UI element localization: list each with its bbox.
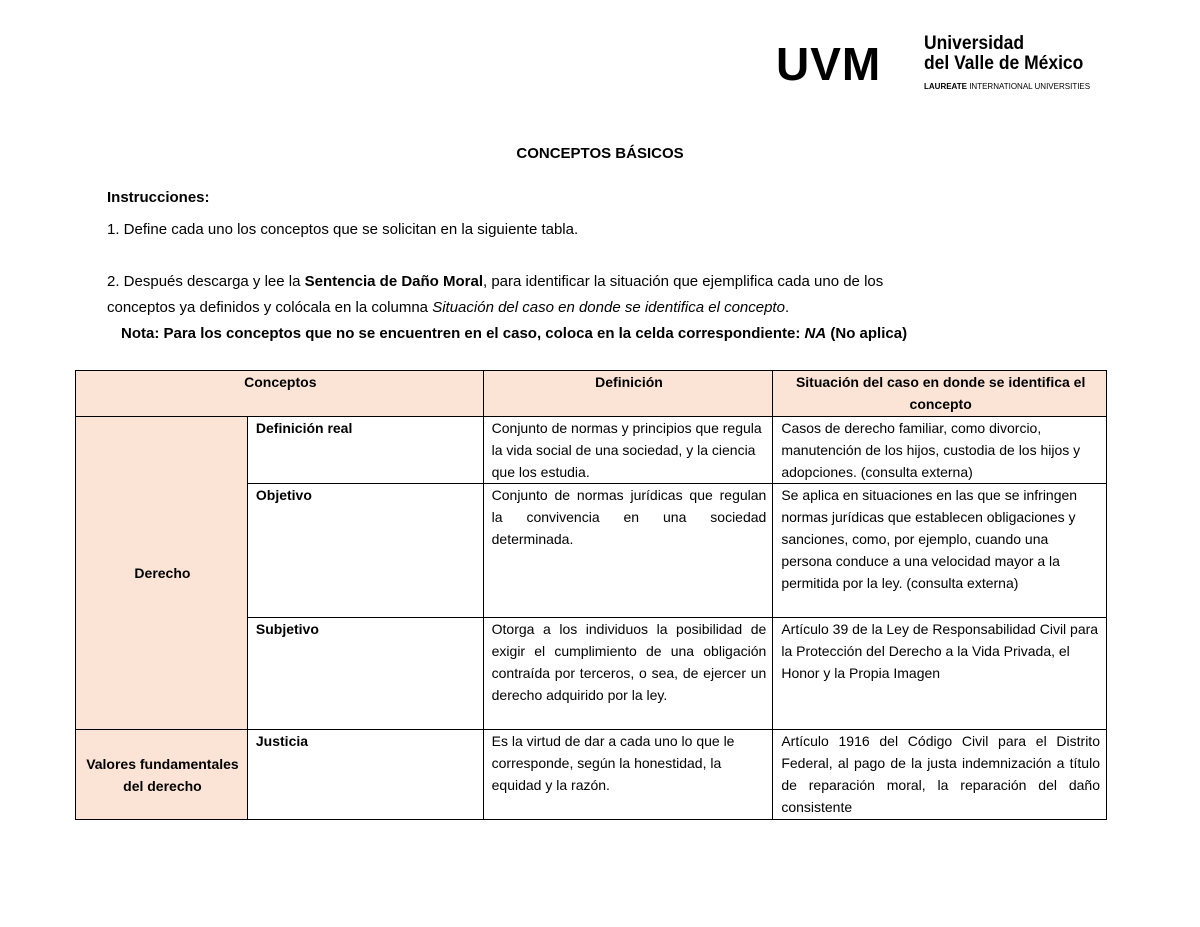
concept-cell: Subjetivo (247, 618, 483, 730)
logo-name-line2: del Valle de México (924, 53, 1084, 74)
concept-cell: Justicia (247, 730, 483, 820)
group-derecho: Derecho (76, 417, 248, 730)
concept-cell: Definición real (247, 417, 483, 484)
page-title: CONCEPTOS BÁSICOS (516, 145, 684, 162)
table-header-row (76, 371, 1107, 417)
header-definition: Definición (483, 371, 773, 417)
logo-tagline: LAUREATE INTERNATIONAL UNIVERSITIES (924, 82, 1091, 91)
instruction-step-1: 1. Define cada uno los conceptos que se solicitan en la siguiente tabla. (107, 221, 579, 238)
definition-cell: Conjunto de normas jurídicas que regulan la convivencia en una sociedad determinada. (483, 484, 773, 618)
logo-mark: UVM (776, 38, 882, 90)
note: Nota: Para los conceptos que no se encuentren en el caso, coloca en la celda correspondiente: NA (No aplica) (121, 325, 908, 342)
concepts-table (75, 370, 1107, 820)
definition-cell: Conjunto de normas y principios que regula la vida social de una sociedad, y la ciencia que los estudia. (483, 417, 773, 484)
table-row (76, 417, 1107, 484)
situation-cell: Artículo 39 de la Ley de Responsabilidad Civil para la Protección del Derecho a la Vida Privada, el Honor y la Propia Imagen (773, 618, 1107, 730)
definition-cell: Es la virtud de dar a cada uno lo que le corresponde, según la honestidad, la equidad y la razón. (483, 730, 773, 820)
situation-cell: Casos de derecho familiar, como divorcio, manutención de los hijos, custodia de los hijos y adopciones. (consulta externa) (773, 417, 1107, 484)
definition-cell: Otorga a los individuos la posibilidad de exigir el cumplimiento de una obligación contraída por terceros, o sea, de ejercer un derecho adquirido por la ley. (483, 618, 773, 730)
instruction-step-2-cont: conceptos ya definidos y colócala en la columna Situación del caso en donde se identifica el concepto. (107, 299, 790, 316)
sentence-title: Sentencia de Daño Moral (304, 273, 483, 290)
instruction-step-2: 2. Después descarga y lee la Sentencia de Daño Moral, para identificar la situación que ejemplifica cada uno de los (107, 273, 884, 290)
concept-cell: Objetivo (247, 484, 483, 618)
header-concepts: Conceptos (76, 371, 484, 417)
table-row (76, 730, 1107, 820)
situation-cell: Se aplica en situaciones en las que se infringen normas jurídicas que establecen obligaciones y sanciones, como, por ejemplo, cuando una persona conduce a una velocidad mayor a la permitida por la ley. (consulta externa) (773, 484, 1107, 618)
uvm-logo (776, 32, 1091, 92)
situation-cell: Artículo 1916 del Código Civil para el Distrito Federal, al pago de la justa indemnización a título de reparación moral, la reparación del daño consistente (773, 730, 1107, 820)
header-situation: Situación del caso en donde se identifica el concepto (773, 371, 1107, 417)
group-valores: Valores fundamentales del derecho (76, 730, 248, 820)
instructions-label: Instrucciones: (107, 189, 210, 206)
logo-name-line1: Universidad (924, 33, 1025, 54)
